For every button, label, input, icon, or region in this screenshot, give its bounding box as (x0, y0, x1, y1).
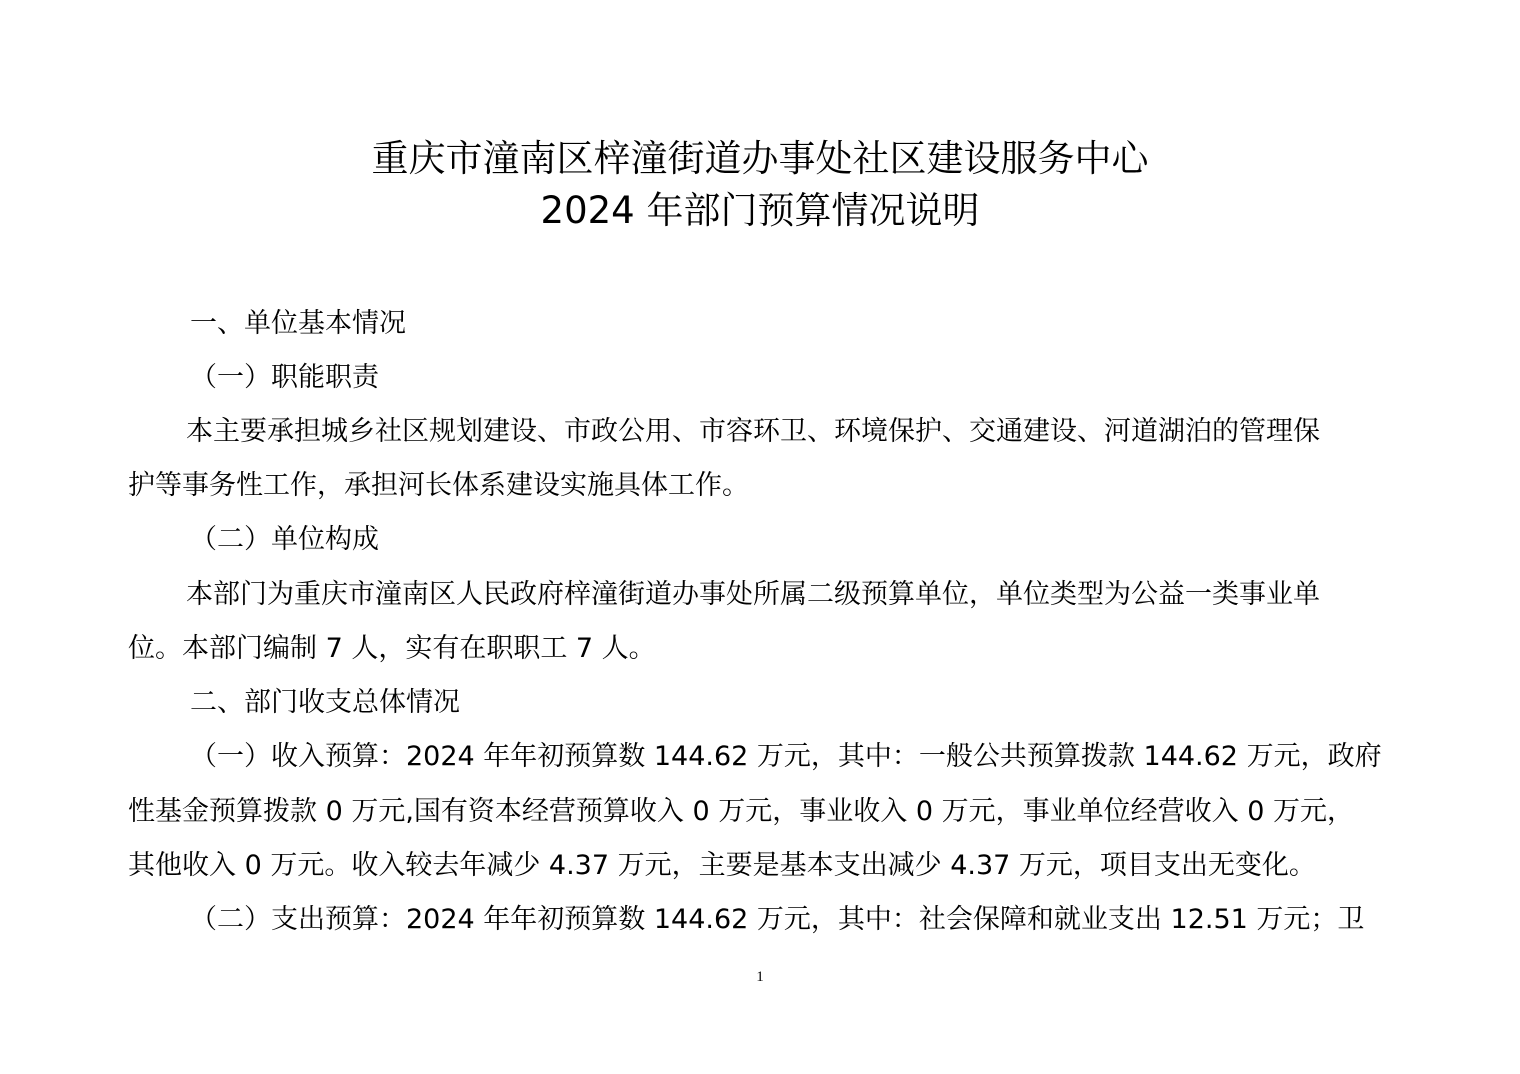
paragraph-duties-line-2: 护等事务性工作，承担河长体系建设实施具体工作。 (128, 470, 749, 501)
document-title-line-1: 重庆市潼南区梓潼街道办事处社区建设服务中心 (371, 137, 1149, 180)
section-heading-basic-info: 一、单位基本情况 (190, 308, 406, 339)
page-number: 1 (756, 969, 764, 985)
paragraph-composition-line-2: 位。本部门编制 7 人，实有在职职工 7 人。 (128, 633, 656, 664)
paragraph-income-line-2: 性基金预算拨款 0 万元,国有资本经营预算收入 0 万元，事业收入 0 万元，事业单位经营收入 0 万元， (128, 796, 1354, 827)
subsection-heading-composition: （二）单位构成 (190, 524, 379, 555)
paragraph-income-line-1: （一）收入预算：2024 年年初预算数 144.62 万元，其中：一般公共预算拨款 144.62 万元，政府 (190, 741, 1382, 772)
document-title-line-2: 2024 年部门预算情况说明 (540, 189, 980, 232)
paragraph-income-line-3: 其他收入 0 万元。收入较去年减少 4.37 万元，主要是基本支出减少 4.37 万元，项目支出无变化。 (128, 850, 1316, 881)
section-heading-budget-overview: 二、部门收支总体情况 (190, 687, 460, 718)
subsection-heading-duties: （一）职能职责 (190, 362, 379, 393)
paragraph-composition-line-1: 本部门为重庆市潼南区人民政府梓潼街道办事处所属二级预算单位，单位类型为公益一类事业单 (186, 579, 1320, 610)
paragraph-expenditure-line-1: （二）支出预算：2024 年年初预算数 144.62 万元，其中：社会保障和就业支出 12.51 万元；卫 (190, 904, 1365, 935)
paragraph-duties-line-1: 本主要承担城乡社区规划建设、市政公用、市容环卫、环境保护、交通建设、河道湖泊的管理保 (186, 416, 1320, 447)
